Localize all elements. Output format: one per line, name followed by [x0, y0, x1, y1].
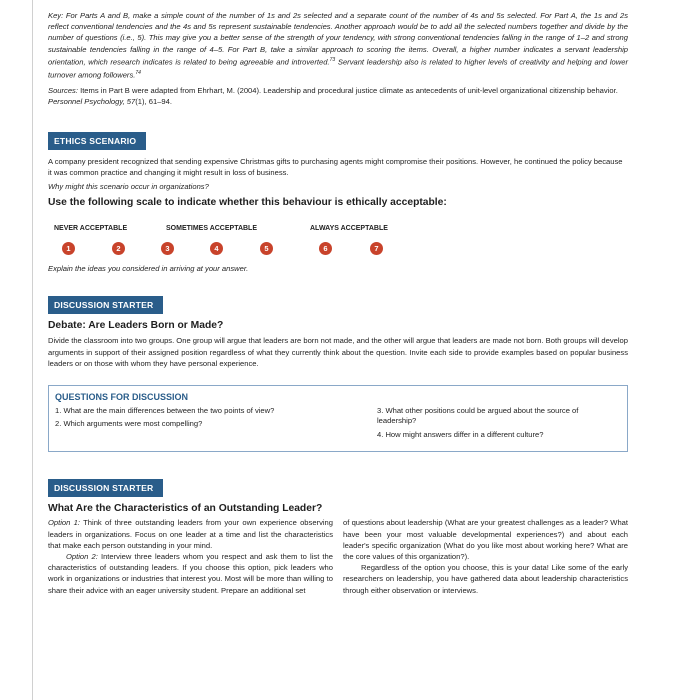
scale-option-3[interactable]: 3 — [161, 242, 174, 255]
scale-labels — [48, 225, 628, 237]
debate-title: Debate: Are Leaders Born or Made? — [48, 320, 224, 332]
scale-option-6[interactable]: 6 — [319, 242, 332, 255]
discussion-label: DISCUSSION STARTER — [48, 479, 163, 497]
scale-options — [48, 242, 628, 258]
sources-journal: Personnel Psychology, 57 — [48, 97, 136, 107]
questions-right — [337, 406, 619, 444]
questions-left — [55, 406, 337, 444]
sources — [48, 85, 628, 107]
characteristics-right-column — [343, 517, 628, 595]
option-1-text: Think of three outstanding leaders from your own experience observing leaders in organizations. Focus on one leader at a time and list the characteristics that make each person outstanding in your mind. — [48, 518, 333, 550]
characteristics-body — [48, 517, 628, 595]
scoring-key-text-2: Servant leadership also is related to higher levels of creativity and helping and lower turnover among followers. — [48, 57, 628, 80]
explain-prompt: Explain the ideas you considered in arriving at your answer. — [48, 264, 249, 274]
questions-box — [48, 385, 628, 453]
option-1-label: Option 1: — [48, 518, 80, 528]
debate-body: Divide the classroom into two groups. One group will argue that leaders are born not made, and the other will argue that leaders are made not born. Both groups will develop arguments in support of their assigned position regardless of what they currently think about the question. Invite each side to provide examples based on popular business leaders or on those with whom they have personal experience. — [48, 336, 628, 368]
ethics-scenario-section — [48, 131, 628, 274]
characteristics-left-column — [48, 517, 333, 595]
questions-columns — [55, 406, 619, 444]
page-content — [48, 10, 628, 596]
sources-label: Sources: — [48, 86, 78, 96]
ethics-why-question: Why might this scenario occur in organizations? — [48, 182, 209, 192]
question-item: 2. Which arguments were most compelling? — [55, 419, 203, 429]
margin-rule — [32, 0, 33, 700]
ethics-scenario-text: A company president recognized that sending expensive Christmas gifts to purchasing agents might compromise their positions. However, he continued the policy because it was common practice and changing it might result in loss of business. — [48, 156, 623, 177]
scale-option-2[interactable]: 2 — [112, 242, 125, 255]
question-item: 3. What other positions could be argued about the source of leadership? — [377, 405, 579, 426]
option-2-text: Interview three leaders whom you respect and ask them to list the characteristics of outstanding leaders. If you choose this option, pick leaders who work in organizations or industries that interest you. Most will be more than willing to share their advice with an eager university student. Prepare an additional set — [48, 552, 333, 595]
sources-end: (1), 61–94. — [135, 97, 172, 107]
footnote-ref: 74 — [135, 69, 141, 76]
option-2-label: Option 2: — [66, 552, 98, 562]
scale-option-1[interactable]: 1 — [62, 242, 75, 255]
sources-text: Items in Part B were adapted from Ehrhart, M. (2004). Leadership and procedural justice climate as antecedents of unit-level organizational citizenship behavior. — [77, 86, 618, 96]
discussion-label: DISCUSSION STARTER — [48, 296, 163, 314]
scale-option-7[interactable]: 7 — [370, 242, 383, 255]
option-2 — [48, 551, 333, 596]
right-paragraph-1: of questions about leadership (What are your greatest challenges as a leader? What have been your most valuable developmental experiences?) and about each leader's specific organization (What do you like most about working here? What are the core values of this organization?). — [343, 518, 628, 562]
scale-option-4[interactable]: 4 — [210, 242, 223, 255]
option-1 — [48, 517, 333, 551]
ethics-scenario-label: ETHICS SCENARIO — [48, 132, 146, 150]
scale-title: Use the following scale to indicate whether this behaviour is ethically acceptable: — [48, 197, 447, 209]
scoring-key — [48, 10, 628, 80]
question-item: 1. What are the main differences between the two points of view? — [55, 405, 275, 415]
discussion-starter-characteristics — [48, 478, 628, 595]
scale-option-5[interactable]: 5 — [260, 242, 273, 255]
question-item: 4. How might answers differ in a different culture? — [377, 429, 544, 439]
scale-label-always: ALWAYS ACCEPTABLE — [310, 225, 388, 233]
scale-label-sometimes: SOMETIMES ACCEPTABLE — [166, 225, 258, 233]
scale-label-never: NEVER ACCEPTABLE — [54, 225, 128, 233]
scoring-key-text: Key: For Parts A and B, make a simple count of the number of 1s and 2s selected and a separate count of the number of 4s and 5s selected. For Part A, the 1s and 2s reflect conventional tendencies and the 4s and 5s represent sustainable tendencies. Another approach would be to add all the selected numbers together and divide by the number of questions (i.e., 5). This may give you a better sense of the strength of your tendency, with strong conventional tendencies falling in the range of 1–2 and strong sustainable tendencies falling in the range of 4–5. For Part B, take a similar approach to scoring the items. Overall, a higher number indicates a servant leadership orientation, which research indicates is related to being agreeable and introverted. — [48, 11, 628, 67]
footnote-ref: 73 — [329, 56, 336, 63]
right-paragraph-2: Regardless of the option you choose, this is your data! Like some of the early researchers on leadership, you have gathered data about leadership characteristics through either observation or interviews. — [343, 563, 628, 595]
discussion-starter-debate — [48, 295, 628, 452]
characteristics-title: What Are the Characteristics of an Outstanding Leader? — [48, 503, 323, 515]
questions-title: QUESTIONS FOR DISCUSSION — [55, 391, 189, 402]
